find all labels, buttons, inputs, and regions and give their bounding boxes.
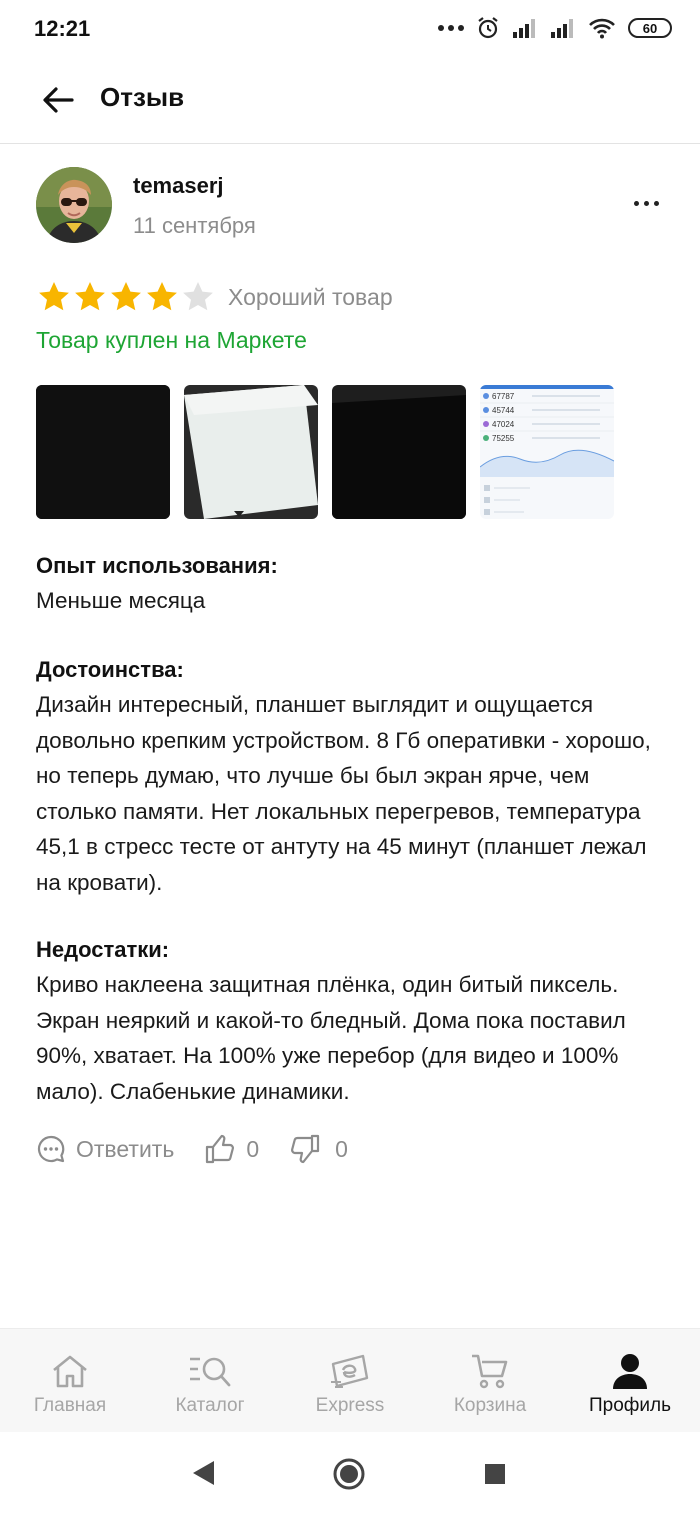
circle-home-icon <box>332 1457 366 1491</box>
author-name[interactable]: temaserj <box>133 173 224 198</box>
review-photo-3[interactable] <box>332 385 466 519</box>
thumbs-up-icon <box>204 1133 236 1165</box>
star-rating <box>36 279 216 315</box>
review-photo-1[interactable] <box>36 385 170 519</box>
section-pros <box>36 653 666 900</box>
review-photo-4-benchmark[interactable] <box>480 385 614 519</box>
nav-label: Профиль <box>588 1395 672 1416</box>
star-filled-icon <box>144 279 180 315</box>
section-title: Достоинства: <box>36 657 184 682</box>
system-back-button[interactable] <box>190 1459 216 1487</box>
benchmark-score-1: 67787 <box>492 392 515 401</box>
rating-row <box>36 279 393 315</box>
nav-label: Главная <box>33 1395 107 1416</box>
catalog-search-icon <box>188 1353 232 1389</box>
cart-icon <box>470 1352 510 1390</box>
alarm-icon <box>476 16 500 40</box>
like-button[interactable] <box>204 1133 259 1165</box>
signal-2-icon <box>550 17 576 39</box>
home-icon <box>50 1353 90 1389</box>
section-experience <box>36 549 666 619</box>
wifi-icon <box>588 17 616 39</box>
express-icon <box>329 1352 371 1390</box>
benchmark-score-4: 75255 <box>492 434 515 443</box>
section-body: Дизайн интересный, планшет выглядит и ощущается довольно крепким устройством. 8 Гб оперативки - хорошо, но теперь думаю, что лучше бы был экран ярче, чем столько памяти. Нет локальных перегревов, температура 45,1 в стресс тесте от антуту на 45 минут (планшет лежал на кровати). <box>36 692 651 895</box>
section-title: Опыт использования: <box>36 553 278 578</box>
status-bar <box>0 0 700 62</box>
nav-item-home[interactable] <box>0 1329 140 1433</box>
nav-item-cart[interactable] <box>420 1329 560 1433</box>
dot-icon <box>644 201 649 206</box>
system-recents-button[interactable] <box>484 1463 506 1485</box>
star-filled-icon <box>72 279 108 315</box>
comment-icon <box>36 1134 66 1164</box>
nav-label: Express <box>315 1395 385 1416</box>
avatar[interactable] <box>36 167 112 243</box>
section-title: Недостатки: <box>36 937 170 962</box>
dot-icon <box>634 201 639 206</box>
section-body: Криво наклеена защитная плёнка, один битый пиксель. Экран неяркий и какой-то бледный. Дома пока поставил 90%, хватает. На 100% уже перебор (для видео и 100% мало). Слабенькие динамики. <box>36 972 626 1104</box>
like-count: 0 <box>246 1135 260 1162</box>
nav-label: Корзина <box>453 1395 527 1416</box>
review-actions <box>36 1133 348 1165</box>
dot-icon <box>654 201 659 206</box>
back-button[interactable] <box>36 78 80 122</box>
system-nav-bar <box>0 1433 700 1517</box>
star-empty-icon <box>180 279 216 315</box>
system-home-button[interactable] <box>332 1457 366 1491</box>
reply-label: Ответить <box>76 1135 175 1162</box>
square-recents-icon <box>484 1463 506 1485</box>
purchase-badge: Товар куплен на Маркете <box>36 327 307 353</box>
benchmark-score-2: 45744 <box>492 406 515 415</box>
more-dots-icon <box>438 24 464 32</box>
review-date: 11 сентября <box>133 213 256 238</box>
battery-indicator: 60 <box>628 18 672 38</box>
nav-item-profile[interactable] <box>560 1329 700 1433</box>
benchmark-score-3: 47024 <box>492 420 515 429</box>
signal-icon <box>512 17 538 39</box>
profile-icon <box>611 1352 649 1390</box>
status-icons <box>438 16 672 40</box>
rating-text: Хороший товар <box>228 283 393 310</box>
header <box>0 62 700 144</box>
arrow-left-icon <box>42 86 74 114</box>
star-filled-icon <box>36 279 72 315</box>
thumbs-down-icon <box>289 1133 321 1165</box>
reply-button[interactable] <box>36 1134 174 1164</box>
nav-item-express[interactable] <box>280 1329 420 1433</box>
triangle-back-icon <box>190 1459 216 1487</box>
section-body: Меньше месяца <box>36 588 206 613</box>
nav-label: Каталог <box>175 1395 245 1416</box>
nav-item-catalog[interactable] <box>140 1329 280 1433</box>
dislike-button[interactable] <box>289 1133 348 1165</box>
photo-gallery <box>36 385 614 519</box>
bottom-nav <box>0 1328 700 1432</box>
dislike-count: 0 <box>335 1135 348 1162</box>
star-filled-icon <box>108 279 144 315</box>
page-title: Отзыв <box>100 82 185 112</box>
status-time: 12:21 <box>34 16 91 41</box>
section-cons <box>36 933 666 1109</box>
more-options-button[interactable] <box>624 191 668 215</box>
review-photo-2[interactable] <box>184 385 318 519</box>
